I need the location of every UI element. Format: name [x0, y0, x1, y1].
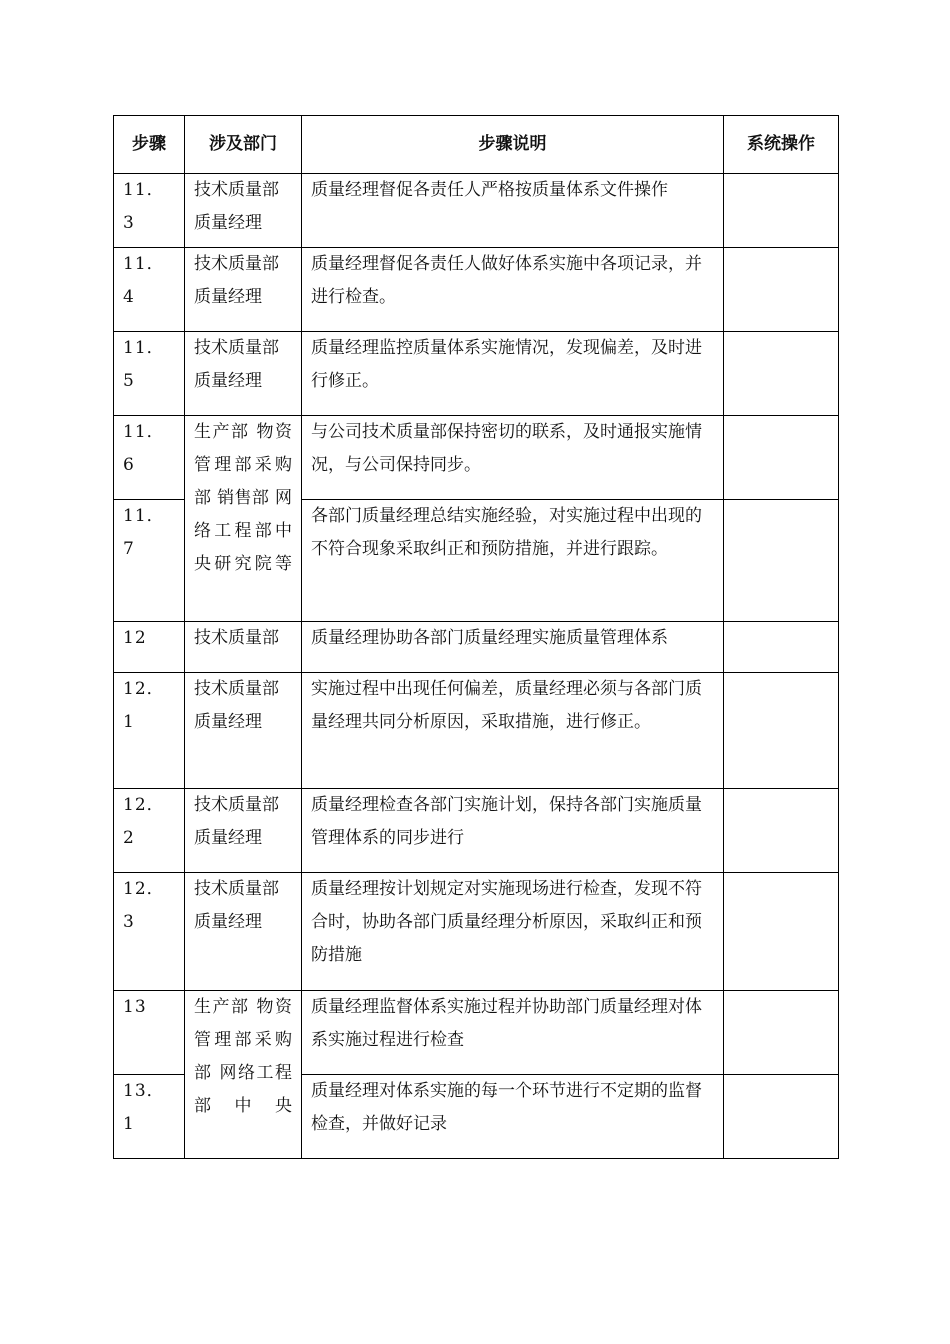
table-row [114, 332, 839, 416]
step-number: 12．1 [114, 673, 185, 789]
table-row [114, 174, 839, 248]
step-description: 质量经理监督体系实施过程并协助部门质量经理对体系实施过程进行检查 [302, 991, 724, 1075]
system-operation [724, 416, 839, 500]
table-row [114, 991, 839, 1075]
system-operation [724, 673, 839, 789]
department: 技术质量部质量经理 [185, 248, 302, 332]
table-row [114, 789, 839, 873]
table-row [114, 673, 839, 789]
department [185, 991, 302, 1159]
department-text: 生产部 物资管理部采购部 销售部 网络工程部中央研究院等 [194, 422, 292, 574]
table-header-row [114, 116, 839, 174]
header-desc: 步骤说明 [302, 116, 724, 174]
table-row [114, 873, 839, 991]
step-description: 质量经理按计划规定对实施现场进行检查，发现不符合时，协助各部门质量经理分析原因，采取纠正和预防措施 [302, 873, 724, 991]
step-description: 与公司技术质量部保持密切的联系，及时通报实施情况，与公司保持同步。 [302, 416, 724, 500]
step-description: 实施过程中出现任何偏差，质量经理必须与各部门质量经理共同分析原因，采取措施，进行修正。 [302, 673, 724, 789]
system-operation [724, 873, 839, 991]
department: 技术质量部 [185, 622, 302, 673]
step-number: 13 [114, 991, 185, 1075]
system-operation [724, 1075, 839, 1159]
step-number: 11．7 [114, 500, 185, 622]
department: 技术质量部质量经理 [185, 873, 302, 991]
system-operation [724, 622, 839, 673]
step-number: 13．1 [114, 1075, 185, 1159]
step-number: 11．4 [114, 248, 185, 332]
department: 技术质量部质量经理 [185, 789, 302, 873]
step-number: 11．5 [114, 332, 185, 416]
step-number: 12 [114, 622, 185, 673]
header-step: 步骤 [114, 116, 185, 174]
table-row [114, 416, 839, 500]
department: 技术质量部质量经理 [185, 332, 302, 416]
department [185, 416, 302, 622]
header-op: 系统操作 [724, 116, 839, 174]
table-row [114, 622, 839, 673]
step-description: 质量经理督促各责任人严格按质量体系文件操作 [302, 174, 724, 248]
step-number: 11．6 [114, 416, 185, 500]
system-operation [724, 789, 839, 873]
step-number: 11．3 [114, 174, 185, 248]
step-description: 质量经理监控质量体系实施情况，发现偏差，及时进行修正。 [302, 332, 724, 416]
step-description: 质量经理检查各部门实施计划，保持各部门实施质量管理体系的同步进行 [302, 789, 724, 873]
department-text: 生产部 物资管理部采购部 网络工程部中央 [194, 997, 292, 1116]
step-description: 各部门质量经理总结实施经验，对实施过程中出现的不符合现象采取纠正和预防措施，并进行跟踪。 [302, 500, 724, 622]
step-description: 质量经理协助各部门质量经理实施质量管理体系 [302, 622, 724, 673]
system-operation [724, 248, 839, 332]
department: 技术质量部质量经理 [185, 174, 302, 248]
process-steps-table [113, 115, 839, 1159]
step-description: 质量经理督促各责任人做好体系实施中各项记录，并进行检查。 [302, 248, 724, 332]
system-operation [724, 174, 839, 248]
system-operation [724, 500, 839, 622]
system-operation [724, 332, 839, 416]
step-number: 12．2 [114, 789, 185, 873]
department: 技术质量部质量经理 [185, 673, 302, 789]
system-operation [724, 991, 839, 1075]
step-number: 12．3 [114, 873, 185, 991]
header-dept: 涉及部门 [185, 116, 302, 174]
step-description: 质量经理对体系实施的每一个环节进行不定期的监督检查，并做好记录 [302, 1075, 724, 1159]
table-row [114, 248, 839, 332]
